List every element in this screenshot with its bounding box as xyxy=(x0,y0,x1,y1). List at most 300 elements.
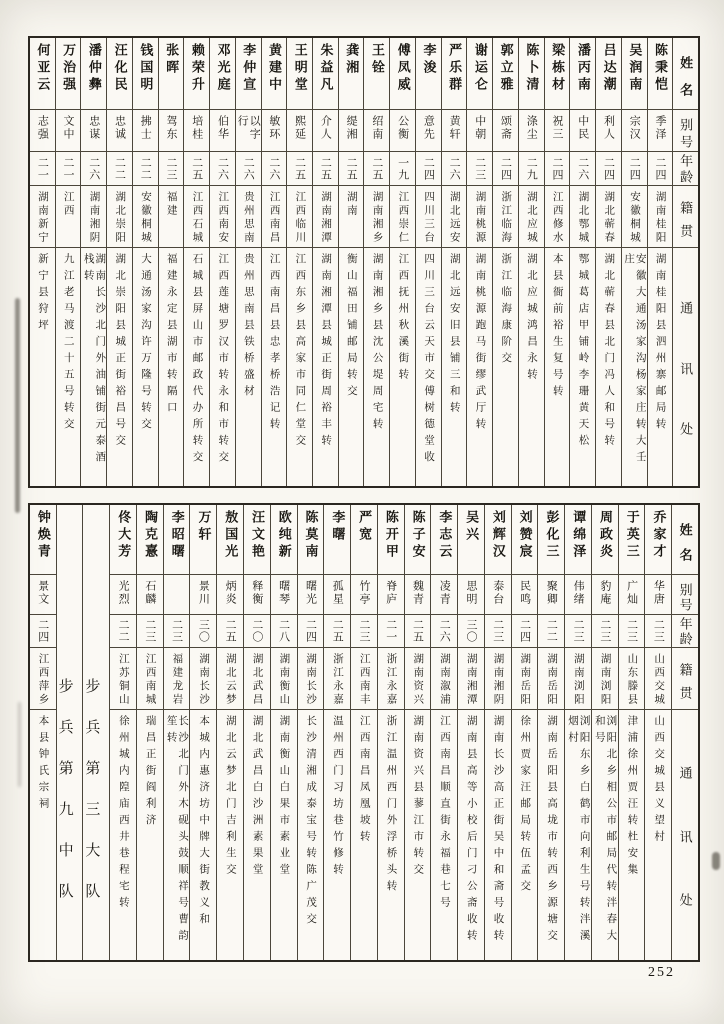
entry-column xyxy=(136,505,163,960)
entry-address-text: 温州西门习坊巷竹修转 xyxy=(331,715,343,880)
entry-native-text: 山东滕县 xyxy=(626,653,638,707)
entry-name-text: 刘辉汉 xyxy=(490,510,506,561)
entry-address xyxy=(287,248,312,486)
entry-alias xyxy=(364,110,389,152)
entry-address xyxy=(596,248,621,486)
entry-name-text: 欧纯新 xyxy=(276,510,292,561)
entry-alias xyxy=(81,110,106,152)
entry-name xyxy=(137,505,163,575)
entry-address-text: 江西莲塘罗汉市转永和市转交 xyxy=(217,253,229,468)
header-age-label xyxy=(673,152,698,186)
entry-age-text: 二二 xyxy=(113,156,126,181)
entry-name xyxy=(467,38,492,110)
entry-address-text: 石城县屏山市邮政代办所转交 xyxy=(191,253,203,468)
entry-alias xyxy=(545,110,570,152)
entry-age xyxy=(159,152,184,186)
entry-name-text: 钱国明 xyxy=(138,43,154,94)
entry-alias-text: 孤星 xyxy=(331,580,344,606)
entry-alias xyxy=(467,110,492,152)
entry-age-text: 二三 xyxy=(143,619,156,643)
entry-name-text: 汪化民 xyxy=(112,43,128,94)
entry-column xyxy=(350,505,377,960)
unit-column xyxy=(56,505,83,960)
entry-address xyxy=(622,248,647,486)
entry-name-text: 吕达潮 xyxy=(601,43,617,94)
entry-alias xyxy=(485,575,511,615)
entry-name-text: 陈卜清 xyxy=(524,43,540,94)
entry-address xyxy=(271,710,297,960)
entry-address xyxy=(184,248,209,486)
entry-name xyxy=(645,505,671,575)
entry-name-text: 郭立雅 xyxy=(498,43,514,94)
entry-native xyxy=(298,648,324,710)
entry-address xyxy=(244,710,270,960)
entry-column xyxy=(55,38,81,486)
entry-name xyxy=(30,38,55,110)
entry-age xyxy=(485,615,511,648)
entry-alias xyxy=(164,575,190,615)
entry-age-text: 二六 xyxy=(242,156,255,181)
entry-address xyxy=(467,248,492,486)
entry-alias-text: 黄轩 xyxy=(448,115,461,141)
entry-name-text: 万轩 xyxy=(196,510,212,544)
entry-address-text: 湖北崇阳县城正街裕昌号交 xyxy=(114,253,126,451)
entry-alias-text: 广灿 xyxy=(625,580,638,606)
entry-address-text: 衡山福田铺邮局转交 xyxy=(345,253,357,402)
entry-address xyxy=(416,248,441,486)
entry-column xyxy=(466,38,492,486)
entry-alias-text: 景文 xyxy=(36,580,49,606)
entry-alias xyxy=(244,575,270,615)
entry-age-text: 二三 xyxy=(170,619,183,643)
entry-native xyxy=(339,186,364,248)
entry-address-text: 湖北云梦北门吉利生交 xyxy=(224,715,236,880)
entry-column xyxy=(312,38,338,486)
entry-age-text: 二三 xyxy=(164,156,177,181)
entry-native-text: 湖南桂阳 xyxy=(654,191,666,245)
entry-native-text: 湖南湘潭 xyxy=(320,191,332,245)
entry-name-text: 赖荣升 xyxy=(189,43,205,94)
entry-age-text: 二五 xyxy=(224,619,237,643)
entry-age-text: 二一 xyxy=(36,156,49,181)
entry-column xyxy=(404,505,431,960)
header-address-label-text: 通 讯 处 xyxy=(677,765,693,907)
entry-age xyxy=(493,152,518,186)
entry-age-text: 二三 xyxy=(473,156,486,181)
header-name-label xyxy=(672,505,698,575)
entry-native xyxy=(485,648,511,710)
entry-name xyxy=(378,505,404,575)
entry-alias-text: 豹庵 xyxy=(598,580,611,606)
entry-native-text: 山西交城 xyxy=(653,653,665,707)
header-address-label xyxy=(672,710,698,960)
entry-address xyxy=(324,710,350,960)
entry-address xyxy=(107,248,132,486)
entry-native xyxy=(287,186,312,248)
entry-age-text: 二六 xyxy=(448,156,461,181)
entry-column xyxy=(595,38,621,486)
entry-column xyxy=(618,505,645,960)
entry-alias-text: 光烈 xyxy=(117,580,130,606)
entry-alias-text: 拂士 xyxy=(139,115,152,141)
entry-name xyxy=(442,38,467,110)
entry-alias-text: 季泽 xyxy=(653,115,666,141)
entry-alias-text: 泰台 xyxy=(491,580,504,606)
entry-age-text: 二三 xyxy=(652,619,665,643)
entry-column xyxy=(441,38,467,486)
entry-native-text: 江西石城 xyxy=(191,191,203,245)
entry-name xyxy=(512,505,538,575)
entry-native xyxy=(262,186,287,248)
entry-name-text: 严宽 xyxy=(357,510,373,544)
entry-name-text: 王铨 xyxy=(369,43,385,77)
entry-native xyxy=(416,186,441,248)
entry-column xyxy=(286,38,312,486)
entry-name-text: 吴兴 xyxy=(464,510,480,544)
entry-address xyxy=(645,710,671,960)
entry-age-text: 二四 xyxy=(602,156,615,181)
entry-name xyxy=(236,38,261,110)
entry-address-text: 本城内惠济坊中牌大街教义和 xyxy=(198,715,210,930)
entry-age-text: 二九 xyxy=(525,156,538,181)
entry-alias-text: 介人 xyxy=(319,115,332,141)
entry-age xyxy=(442,152,467,186)
entry-name-text: 何亚云 xyxy=(35,43,51,94)
entry-column xyxy=(621,38,647,486)
entry-address xyxy=(262,248,287,486)
entry-address-text: 湖南桂阳县泗州寨邮局转 xyxy=(654,253,666,435)
entry-name xyxy=(159,38,184,110)
entry-native-text: 江西南丰 xyxy=(358,653,370,707)
entry-native-text: 江苏铜山 xyxy=(117,653,129,707)
entry-address xyxy=(56,248,81,486)
entry-age xyxy=(313,152,338,186)
entry-age-text: 二三 xyxy=(572,619,585,643)
entry-alias xyxy=(442,110,467,152)
entry-age xyxy=(364,152,389,186)
entry-age xyxy=(622,152,647,186)
entry-native xyxy=(458,648,484,710)
entry-name xyxy=(271,505,297,575)
entry-alias-text: 缇湘 xyxy=(345,115,358,141)
header-native-label xyxy=(672,648,698,710)
entry-address xyxy=(405,710,431,960)
header-alias-label-text: 别 号 xyxy=(677,582,693,612)
entry-native xyxy=(159,186,184,248)
entry-native-text: 湖北武昌 xyxy=(251,653,263,707)
entry-column xyxy=(415,38,441,486)
entry-column xyxy=(30,505,56,960)
entry-column xyxy=(363,38,389,486)
entry-alias xyxy=(184,110,209,152)
entry-native-text: 湖南湘阴 xyxy=(492,653,504,707)
entry-name-text: 吴润南 xyxy=(627,43,643,94)
entry-age xyxy=(405,615,431,648)
entry-name-text: 张晖 xyxy=(164,43,180,77)
entry-age xyxy=(565,615,591,648)
entry-address-text: 浏阳东乡白鹤市向利生号转泮溪烟村 xyxy=(567,715,590,946)
roster-table-bottom xyxy=(28,503,700,962)
entry-address xyxy=(485,710,511,960)
entry-column xyxy=(235,38,261,486)
entry-name xyxy=(244,505,270,575)
entry-column xyxy=(183,38,209,486)
entry-name xyxy=(298,505,324,575)
entry-name xyxy=(570,38,595,110)
entry-name-text: 乔家才 xyxy=(651,510,667,561)
entry-native xyxy=(184,186,209,248)
page-number: 252 xyxy=(648,965,675,980)
entry-age-text: 二六 xyxy=(576,156,589,181)
entry-address xyxy=(30,248,55,486)
entry-address xyxy=(431,710,457,960)
entry-name-text: 周政炎 xyxy=(597,510,613,561)
scan-artifact-right xyxy=(712,852,720,870)
entry-native-text: 安徽桐城 xyxy=(139,191,151,245)
entry-age-text: 二四 xyxy=(36,619,49,643)
entry-alias-text: 石麟 xyxy=(143,580,156,606)
entry-alias xyxy=(519,110,544,152)
entry-address xyxy=(110,710,136,960)
entry-name-text: 谢运仑 xyxy=(472,43,488,94)
entry-age xyxy=(351,615,377,648)
entry-age-text: 二四 xyxy=(551,156,563,181)
entry-native xyxy=(592,648,618,710)
entry-column xyxy=(457,505,484,960)
entry-native xyxy=(236,186,261,248)
entry-column xyxy=(109,505,136,960)
entry-name-text: 陈子安 xyxy=(410,510,426,561)
entry-name xyxy=(493,38,518,110)
header-column xyxy=(672,38,698,486)
entry-age xyxy=(645,615,671,648)
entry-native-text: 江西崇仁 xyxy=(397,191,409,245)
entry-name xyxy=(485,505,511,575)
entry-name xyxy=(545,38,570,110)
entry-age xyxy=(236,152,261,186)
entry-address-text: 江西南昌凤凰坡转 xyxy=(358,715,370,847)
entry-age-text: 二三 xyxy=(491,619,504,643)
entry-native xyxy=(519,186,544,248)
entry-age xyxy=(570,152,595,186)
entry-alias-text: 炳炎 xyxy=(224,580,237,606)
entry-age-text: 二四 xyxy=(653,156,666,181)
header-column xyxy=(671,505,698,960)
entry-alias xyxy=(645,575,671,615)
entry-address xyxy=(217,710,243,960)
entry-address-text: 长沙清湘成泰宝号转陈广茂交 xyxy=(305,715,317,930)
header-alias-label xyxy=(672,575,698,615)
entry-name-text: 李仲宣 xyxy=(241,43,257,94)
entry-name-text: 龚湘 xyxy=(344,43,360,77)
entry-alias xyxy=(390,110,415,152)
entry-native-text: 湖北远安 xyxy=(448,191,460,245)
entry-alias-text: 忠谋 xyxy=(87,115,100,141)
entry-address xyxy=(619,710,645,960)
entry-name-text: 潘丙南 xyxy=(575,43,591,94)
entry-native xyxy=(217,648,243,710)
entry-name xyxy=(313,38,338,110)
entry-age-text: 二〇 xyxy=(250,619,263,643)
entry-age-text: 一九 xyxy=(396,156,409,181)
entry-column xyxy=(270,505,297,960)
entry-alias-text: 熙延 xyxy=(293,115,306,141)
unit-column xyxy=(82,505,109,960)
entry-address xyxy=(313,248,338,486)
entry-name-text: 李昭曙 xyxy=(169,510,185,561)
entry-name-text: 陈秉恺 xyxy=(653,43,669,94)
header-native-label-text: 籍 贯 xyxy=(677,663,693,699)
entry-column xyxy=(389,38,415,486)
entry-alias xyxy=(107,110,132,152)
entry-age xyxy=(545,152,570,186)
entry-native xyxy=(619,648,645,710)
entry-name xyxy=(210,38,235,110)
entry-address xyxy=(390,248,415,486)
entry-age-text: 二三 xyxy=(598,619,611,643)
entry-column xyxy=(518,38,544,486)
entry-column xyxy=(377,505,404,960)
entry-name xyxy=(190,505,216,575)
entry-alias-text: 曙光 xyxy=(304,580,317,606)
entry-alias xyxy=(287,110,312,152)
entry-native xyxy=(565,648,591,710)
entry-age xyxy=(30,152,55,186)
entry-native-text: 江西南城 xyxy=(144,653,156,707)
entry-alias-text: 涤尘 xyxy=(525,115,538,141)
entry-native-text: 浙江临海 xyxy=(500,191,512,245)
entry-age-text: 二五 xyxy=(345,156,358,181)
entry-alias xyxy=(313,110,338,152)
entry-alias-text: 驾东 xyxy=(164,115,177,141)
entry-age-text: 三〇 xyxy=(465,619,478,643)
entry-alias-text: 凌青 xyxy=(438,580,451,606)
entry-address-text: 湖南衡山白果市素业堂 xyxy=(278,715,290,880)
entry-age xyxy=(378,615,404,648)
entry-column xyxy=(511,505,538,960)
entry-name xyxy=(217,505,243,575)
entry-alias-text: 中朝 xyxy=(473,115,486,141)
entry-address-text: 湖南岳阳县高垅市转西乡源塘交 xyxy=(546,715,558,946)
entry-alias xyxy=(133,110,158,152)
entry-native xyxy=(107,186,132,248)
entry-native xyxy=(622,186,647,248)
entry-native-text: 福建 xyxy=(165,191,177,218)
entry-column xyxy=(243,505,270,960)
entry-address-text: 湖南湘乡县沈公堤周宅转 xyxy=(371,253,383,435)
entry-native xyxy=(364,186,389,248)
entry-name xyxy=(619,505,645,575)
entry-name xyxy=(519,38,544,110)
entry-alias xyxy=(596,110,621,152)
entry-alias-text: 华唐 xyxy=(652,580,665,606)
entry-alias-text: 伟绪 xyxy=(572,580,585,606)
entry-alias-text: 思明 xyxy=(465,580,478,606)
entry-alias-text: 绍南 xyxy=(370,115,383,141)
entry-name xyxy=(596,38,621,110)
entry-alias xyxy=(538,575,564,615)
entry-name-text: 万治强 xyxy=(61,43,77,94)
entry-address-text: 山西交城县义望村 xyxy=(653,715,665,847)
entry-name xyxy=(81,38,106,110)
entry-native xyxy=(137,648,163,710)
entry-column xyxy=(484,505,511,960)
entry-native xyxy=(538,648,564,710)
entry-age xyxy=(30,615,56,648)
entry-alias xyxy=(298,575,324,615)
entry-alias-text: 中民 xyxy=(576,115,589,141)
entry-native xyxy=(390,186,415,248)
entry-name xyxy=(416,38,441,110)
entry-address-text: 安徽大通汤家沟杨家庄转大壬庄 xyxy=(623,253,646,468)
entry-age xyxy=(262,152,287,186)
entry-address xyxy=(159,248,184,486)
entry-address-text: 长沙北门外木砚头鼓顺祥号曹韵笙转 xyxy=(165,715,189,946)
entry-native xyxy=(512,648,538,710)
entry-age xyxy=(210,152,235,186)
entry-native xyxy=(133,186,158,248)
entry-name-text: 敖国光 xyxy=(223,510,239,561)
entry-address-text: 徐州贾家汪邮局转伍孟交 xyxy=(519,715,531,897)
entry-native-text: 湖南新宁 xyxy=(37,191,49,245)
entry-column xyxy=(644,505,671,960)
entry-column xyxy=(569,38,595,486)
entry-address xyxy=(519,248,544,486)
entry-age xyxy=(133,152,158,186)
entry-alias xyxy=(30,575,56,615)
entry-alias-text: 以字行 xyxy=(236,115,261,141)
entry-alias xyxy=(110,575,136,615)
entry-name-text: 潘仲彝 xyxy=(86,43,102,94)
entry-native-text: 湖南岳阳 xyxy=(519,653,531,707)
entry-name-text: 黄建中 xyxy=(267,43,283,94)
entry-alias xyxy=(190,575,216,615)
entry-alias xyxy=(159,110,184,152)
entry-name-text: 邓光庭 xyxy=(215,43,231,94)
entry-age-text: 二一 xyxy=(62,156,75,181)
entry-native-text: 湖南长沙 xyxy=(305,653,317,707)
entry-address-text: 湖北武昌白沙洲素果堂 xyxy=(251,715,263,880)
entry-alias-text: 伯华 xyxy=(216,115,229,141)
entry-name xyxy=(262,38,287,110)
entry-age-text: 二八 xyxy=(277,619,290,643)
entry-address xyxy=(190,710,216,960)
entry-address-text: 本县衙前裕生复号转 xyxy=(551,253,563,402)
entry-name xyxy=(351,505,377,575)
header-age-label xyxy=(672,615,698,648)
header-age-label-text: 年 龄 xyxy=(678,154,694,183)
entry-alias xyxy=(236,110,261,152)
entry-column xyxy=(106,38,132,486)
entry-alias xyxy=(137,575,163,615)
entry-native xyxy=(596,186,621,248)
entry-address-text: 津浦徐州贾汪转杜安集 xyxy=(626,715,638,880)
entry-age-text: 二五 xyxy=(411,619,424,643)
entry-address xyxy=(210,248,235,486)
entry-alias-text: 景川 xyxy=(197,580,210,606)
entry-column xyxy=(158,38,184,486)
entry-address xyxy=(538,710,564,960)
entry-age xyxy=(512,615,538,648)
entry-name xyxy=(405,505,431,575)
entry-column xyxy=(216,505,243,960)
entry-name-text: 陈莫南 xyxy=(303,510,319,561)
entry-age xyxy=(648,152,673,186)
entry-native-text: 江西修水 xyxy=(551,191,563,245)
entry-native xyxy=(648,186,673,248)
entry-address xyxy=(137,710,163,960)
entry-address-text: 浙江温州西门外浮桥头转 xyxy=(385,715,397,897)
